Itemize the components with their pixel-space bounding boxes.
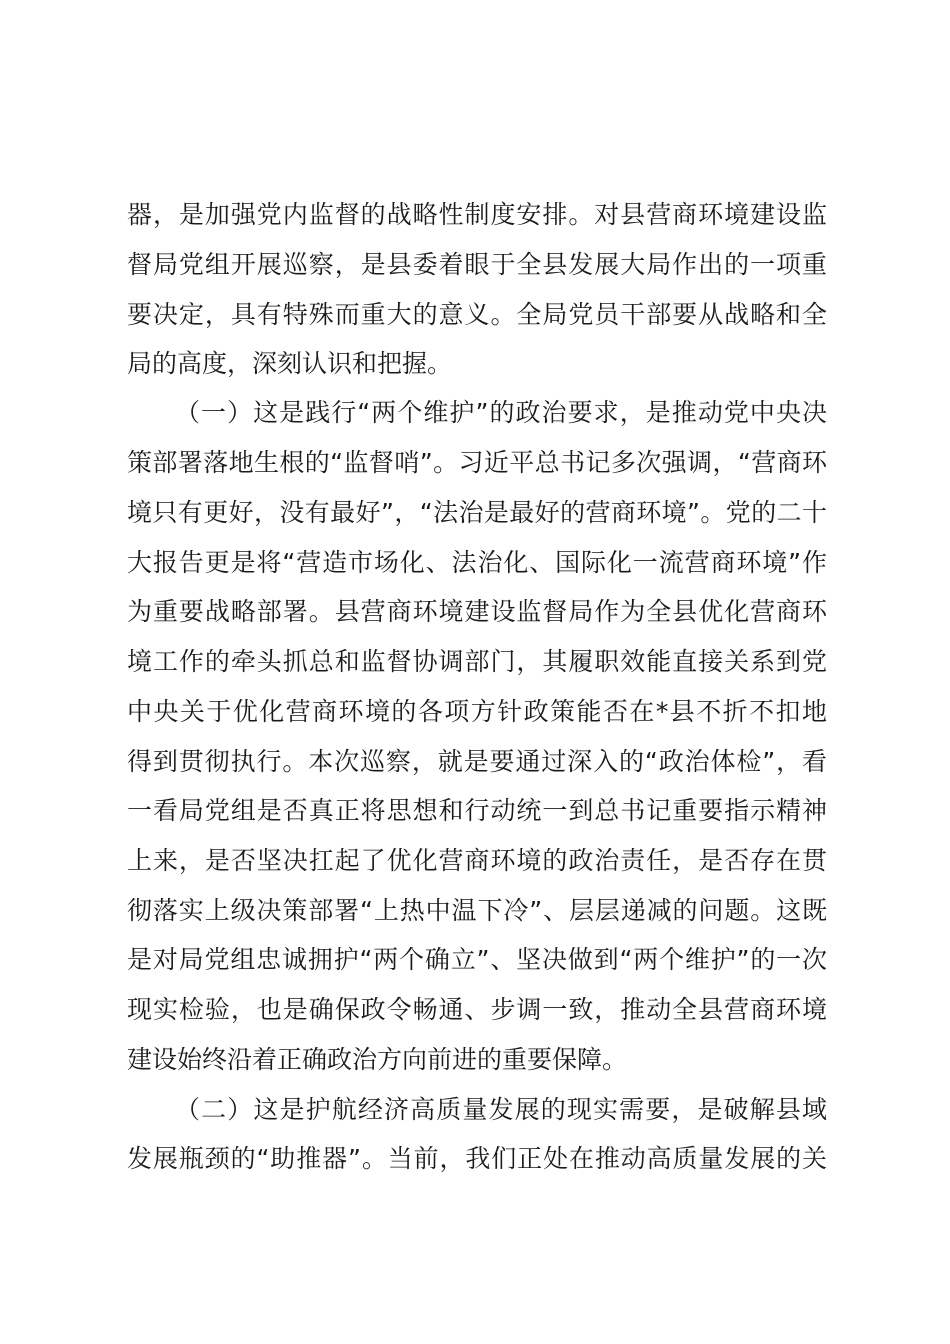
paragraph-2-first-line: （二）这是护航经济高质量发展的现实需要，是破解县域 <box>175 1095 827 1124</box>
text-line-10: 境工作的牵头抓总和监督协调部门，其履职效能直接关系到党 <box>127 647 827 676</box>
paragraph-1-first-line: （一）这是践行“两个维护”的政治要求，是推动党中央决 <box>175 398 827 427</box>
text-line-6: 策部署落地生根的“监督哨”。习近平总书记多次强调，“营商环 <box>127 448 827 477</box>
text-line-12: 得到贯彻执行。本次巡察，就是要通过深入的“政治体检”，看 <box>127 747 827 776</box>
text-line-8: 大报告更是将“营造市场化、法治化、国际化一流营商环境”作 <box>127 548 827 577</box>
text-line-1: 器，是加强党内监督的战略性制度安排。对县营商环境建设监 <box>127 200 827 229</box>
text-line-20: 发展瓶颈的“助推器”。当前，我们正处在推动高质量发展的关 <box>127 1144 827 1173</box>
text-line-17: 现实检验，也是确保政令畅通、步调一致，推动全县营商环境 <box>127 995 827 1024</box>
text-line-15: 彻落实上级决策部署“上热中温下冷”、层层递减的问题。这既 <box>127 896 827 925</box>
text-line-4: 局的高度，深刻认识和把握。 <box>127 349 453 378</box>
text-line-13: 一看局党组是否真正将思想和行动统一到总书记重要指示精神 <box>127 796 827 825</box>
text-line-16: 是对局党组忠诚拥护“两个确立”、坚决做到“两个维护”的一次 <box>127 945 827 974</box>
text-line-11: 中央关于优化营商环境的各项方针政策能否在*县不折不扣地 <box>127 697 827 726</box>
text-line-7: 境只有更好，没有最好”，“法治是最好的营商环境”。党的二十 <box>127 498 827 527</box>
text-line-18: 建设始终沿着正确政治方向前进的重要保障。 <box>127 1045 628 1074</box>
text-line-2: 督局党组开展巡察，是县委着眼于全县发展大局作出的一项重 <box>127 250 827 279</box>
text-line-3: 要决定，具有特殊而重大的意义。全局党员干部要从战略和全 <box>127 300 827 329</box>
text-line-14: 上来，是否坚决扛起了优化营商环境的政治责任，是否存在贯 <box>127 846 827 875</box>
text-line-9: 为重要战略部署。县营商环境建设监督局作为全县优化营商环 <box>127 597 827 626</box>
